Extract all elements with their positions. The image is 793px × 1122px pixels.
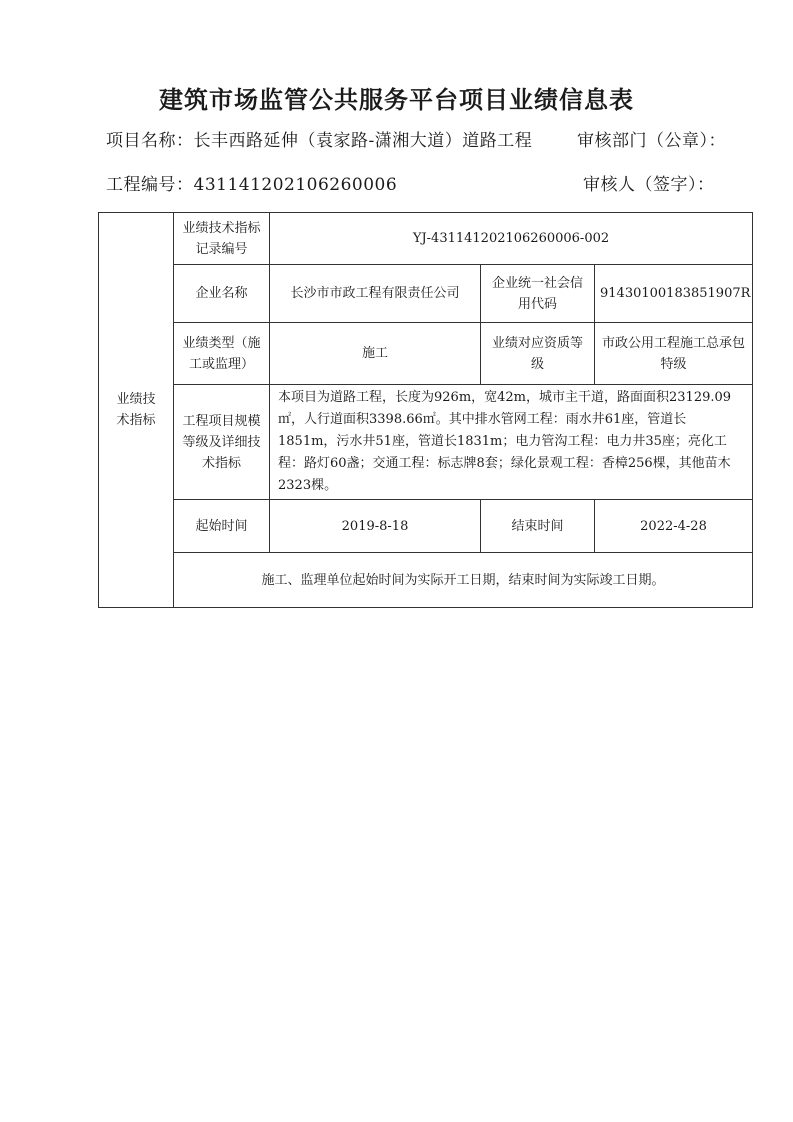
scale-value: 本项目为道路工程，长度为926m，宽42m，城市主干道，路面面积23129.09㎡，人行道面积3398.66㎡。其中排水管网工程：雨水井61座，管道长1851m，污水井51座，管道长1831m；电力管沟工程：电力井35座；亮化工程：路灯60盏；交通工程：标志牌8套；绿化景观工程：香樟256棵，其他苗木2323棵。 [270, 385, 753, 500]
performance-table [98, 212, 753, 608]
credit-code-label: 企业统一社会信用代码 [481, 265, 595, 323]
table-row [99, 385, 753, 500]
end-label: 结束时间 [481, 500, 595, 553]
company-label: 企业名称 [174, 265, 270, 323]
start-label: 起始时间 [174, 500, 270, 553]
document-title: 建筑市场监管公共服务平台项目业绩信息表 [159, 85, 634, 114]
table-row [99, 500, 753, 553]
start-value: 2019-8-18 [270, 500, 481, 553]
table-row [99, 323, 753, 385]
qualification-value: 市政公用工程施工总承包特级 [595, 323, 753, 385]
scale-label: 工程项目规模等级及详细技术指标 [174, 385, 270, 500]
table-row [99, 553, 753, 608]
table-row [99, 213, 753, 265]
project-number: 工程编号：431141202106260006 [106, 175, 398, 195]
end-value: 2022-4-28 [595, 500, 753, 553]
table-row [99, 265, 753, 323]
record-no-value: YJ-431141202106260006-002 [270, 213, 753, 265]
company-value: 长沙市市政工程有限责任公司 [270, 265, 481, 323]
type-value: 施工 [270, 323, 481, 385]
date-note: 施工、监理单位起始时间为实际开工日期，结束时间为实际竣工日期。 [174, 553, 753, 608]
credit-code-value: 91430100183851907R [595, 265, 753, 323]
qualification-label: 业绩对应资质等级 [481, 323, 595, 385]
record-no-label: 业绩技术指标记录编号 [174, 213, 270, 265]
project-name: 项目名称：长丰西路延伸（袁家路-潇湘大道）道路工程 [106, 131, 533, 151]
section-label: 业绩技术指标 [99, 213, 174, 608]
audit-department: 审核部门（公章）： [577, 131, 726, 151]
type-label: 业绩类型（施工或监理） [174, 323, 270, 385]
auditor-signature: 审核人（签字）： [583, 175, 715, 195]
